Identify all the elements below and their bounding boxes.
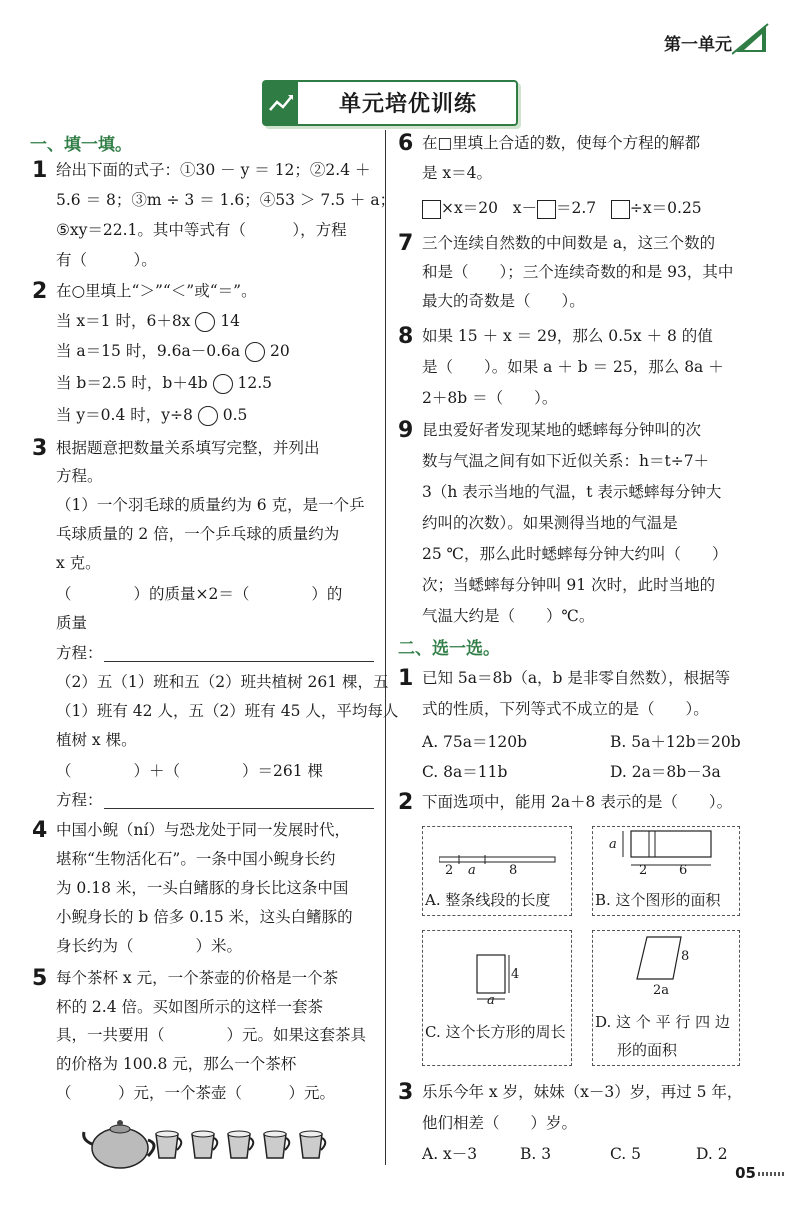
q3-line: 根据题意把数量关系填写完整，并列出 xyxy=(56,439,320,457)
p1-line: 已知 5a＝8b（a，b 是非零自然数），根据等 xyxy=(422,669,731,687)
option-d-caption: 形的面积 xyxy=(617,1041,678,1059)
answer-box[interactable] xyxy=(611,200,630,219)
q2-row: 当 b＝2.5 时，b＋4b 12.5 xyxy=(56,374,273,392)
q6-number: 6 xyxy=(398,131,414,156)
q5-line: 每个茶杯 x 元，一个茶壶的价格是一个茶 xyxy=(56,969,339,987)
q3-line: 植树 x 棵。 xyxy=(56,731,137,749)
q7-line: 最大的奇数是（ ）。 xyxy=(422,292,585,310)
section-fill-in-title: 一、填一填。 xyxy=(30,135,132,155)
p1-option[interactable]: A. 75a＝120b xyxy=(422,733,528,751)
q4-number: 4 xyxy=(32,818,48,843)
option-b-caption: B. 这个图形的面积 xyxy=(595,891,721,909)
q9-line: 气温大约是（ ）℃。 xyxy=(422,607,595,625)
trend-chart-icon xyxy=(264,82,298,124)
answer-box[interactable] xyxy=(537,200,556,219)
q2-intro: 在○里填上“＞”“＜”或“＝”。 xyxy=(56,282,257,300)
p3-line: 乐乐今年 x 岁，妹妹（x－3）岁，再过 5 年， xyxy=(422,1083,743,1101)
q3-line: 方程。 xyxy=(56,467,103,485)
teacup-icon xyxy=(192,1131,217,1158)
q5-line: （ ）元，一个茶壶（ ）元。 xyxy=(56,1084,336,1102)
compare-circle-input[interactable] xyxy=(195,312,215,332)
q9-line: 数与气温之间有如下近似关系：h＝t÷7＋ xyxy=(422,452,710,470)
option-c-caption: C. 这个长方形的周长 xyxy=(425,1023,566,1041)
p1-option[interactable]: B. 5a＋12b＝20b xyxy=(610,733,741,751)
q9-number: 9 xyxy=(398,418,414,443)
tea-set-illustration xyxy=(82,1110,342,1172)
p1-line: 式的性质，下列等式不成立的是（ ）。 xyxy=(422,700,709,718)
unit-label: 第一单元 xyxy=(664,35,732,55)
q3-line: （1）一个羽毛球的质量约为 6 克，是一个乒 xyxy=(56,496,365,514)
p2-number: 2 xyxy=(398,790,414,815)
teacup-icon xyxy=(300,1131,325,1158)
q2-number: 2 xyxy=(32,279,48,304)
q3-equation-label: 方程： xyxy=(56,644,103,662)
q8-line: 如果 15 ＋ x ＝ 29，那么 0.5x ＋ 8 的值 xyxy=(422,327,713,345)
p3-option[interactable]: D. 2 xyxy=(696,1145,728,1163)
compare-circle-input[interactable] xyxy=(213,374,233,394)
page-number: 05 xyxy=(735,1164,756,1182)
teacup-icon xyxy=(264,1131,289,1158)
equation-answer-line[interactable] xyxy=(104,808,374,809)
q8-number: 8 xyxy=(398,324,414,349)
q2-row: 当 y＝0.4 时，y÷8 0.5 xyxy=(56,406,248,424)
q1-line: ⑤xy＝22.1。其中等式有（ ），方程 xyxy=(56,221,347,239)
compare-circle-input[interactable] xyxy=(198,406,218,426)
teacup-icon xyxy=(228,1131,253,1158)
q8-line: 是（ ）。如果 a ＋ b ＝ 25，那么 8a ＋ xyxy=(422,358,724,376)
option-c-figure[interactable]: 4 a C. 这个长方形的周长 xyxy=(422,930,572,1066)
q5-line: 杯的 2.4 倍。买如图所示的这样一套茶 xyxy=(56,998,324,1016)
q3-line: （2）五（1）班和五（2）班共植树 261 棵，五 xyxy=(56,673,389,691)
column-divider xyxy=(385,130,386,1165)
q9-line: 约叫的次数）。如果测得当地的气温是 xyxy=(422,514,678,532)
q4-line: 为 0.18 米，一头白鳍豚的身长比这条中国 xyxy=(56,879,349,897)
triangle-logo-icon xyxy=(732,22,770,56)
q3-line: （1）班有 42 人，五（2）班有 45 人，平均每人 xyxy=(56,702,399,720)
q4-line: 小鲵身长的 b 倍多 0.15 米，这头白鳍豚的 xyxy=(56,908,353,926)
q3-line: （ ）的质量×2＝（ ）的 xyxy=(56,585,343,603)
answer-box[interactable] xyxy=(422,200,441,219)
q6-equations: ×x＝20 x－ ＝2.7 ÷x＝0.25 xyxy=(422,198,702,219)
option-a-figure[interactable]: 2 a 8 A. 整条线段的长度 xyxy=(422,826,572,916)
q9-line: 次；当蟋蟀每分钟叫 91 次时，此时当地的 xyxy=(422,576,716,594)
q5-line: 具，一共要用（ ）元。如果这套茶具 xyxy=(56,1026,367,1044)
q3-line: x 克。 xyxy=(56,554,101,572)
p1-option[interactable]: C. 8a＝11b xyxy=(422,763,508,781)
compare-circle-input[interactable] xyxy=(245,342,265,362)
q3-line: （ ）＋（ ）＝261 棵 xyxy=(56,762,324,780)
page-title: 单元培优训练 xyxy=(338,92,477,117)
segment-diagram xyxy=(439,853,557,877)
p1-option[interactable]: D. 2a＝8b－3a xyxy=(610,763,721,781)
option-b-figure[interactable]: a 2 6 B. 这个图形的面积 xyxy=(592,826,740,916)
section-choice-title: 二、选一选。 xyxy=(398,639,500,659)
q3-equation-label: 方程： xyxy=(56,791,103,809)
q4-line: 中国小鲵（ní）与恐龙处于同一发展时代， xyxy=(56,821,350,839)
p1-number: 1 xyxy=(398,666,414,691)
q7-number: 7 xyxy=(398,231,414,256)
q8-line: 2＋8b ＝（ ）。 xyxy=(422,389,558,407)
teapot-icon xyxy=(84,1120,154,1168)
q5-number: 5 xyxy=(32,966,48,991)
q7-line: 三个连续自然数的中间数是 a，这三个数的 xyxy=(422,234,716,252)
option-a-caption: A. 整条线段的长度 xyxy=(425,891,551,909)
q1-line: 给出下面的式子：①30 － y ＝ 12；②2.4 ＋ xyxy=(56,161,371,179)
q3-number: 3 xyxy=(32,436,48,461)
q9-line: 3（h 表示当地的气温，t 表示蟋蟀每分钟大 xyxy=(422,483,722,501)
q1-line: 有（ ）。 xyxy=(56,251,157,269)
q1-number: 1 xyxy=(32,158,48,183)
rectangle-diagram xyxy=(617,829,717,871)
q4-line: 堪称“生物活化石”。一条中国小鲵身长约 xyxy=(56,850,336,868)
option-d-figure[interactable]: 8 2a D. 这 个 平 行 四 边 形的面积 xyxy=(592,930,740,1066)
p3-number: 3 xyxy=(398,1080,414,1105)
teacup-icon xyxy=(156,1131,181,1158)
q5-line: 的价格为 100.8 元，那么一个茶杯 xyxy=(56,1055,297,1073)
p3-option[interactable]: A. x－3 xyxy=(422,1145,478,1163)
q3-line: 质量 xyxy=(56,614,88,632)
p3-line: 他们相差（ ）岁。 xyxy=(422,1114,578,1132)
page-decoration xyxy=(758,1172,786,1176)
q6-line: 在□里填上合适的数，使每个方程的解都 xyxy=(422,134,701,152)
q4-line: 身长约为（ ）米。 xyxy=(56,937,243,955)
q7-line: 和是（ ）；三个连续奇数的和是 93，其中 xyxy=(422,263,734,281)
p2-stem: 下面选项中，能用 2a＋8 表示的是（ ）。 xyxy=(422,793,733,811)
q6-line: 是 x＝4。 xyxy=(422,164,493,182)
p3-option[interactable]: B. 3 xyxy=(520,1145,552,1163)
q2-row: 当 x＝1 时，6＋8x 14 xyxy=(56,312,241,330)
q1-line: 5.6 ＝ 8；③m ÷ 3 ＝ 1.6；④53 ＞ 7.5 ＋ a； xyxy=(56,191,396,209)
option-d-caption: D. 这 个 平 行 四 边 xyxy=(595,1013,730,1031)
p3-option[interactable]: C. 5 xyxy=(610,1145,642,1163)
equation-answer-line[interactable] xyxy=(104,661,374,662)
q9-line: 25 ℃，那么此时蟋蟀每分钟大约叫（ ） xyxy=(422,545,728,563)
q2-row: 当 a＝15 时，9.6a－0.6a 20 xyxy=(56,342,290,360)
page-title-box xyxy=(262,80,518,126)
q3-line: 乓球质量的 2 倍，一个乒乓球的质量约为 xyxy=(56,525,340,543)
q9-line: 昆虫爱好者发现某地的蟋蟀每分钟叫的次 xyxy=(422,421,702,439)
